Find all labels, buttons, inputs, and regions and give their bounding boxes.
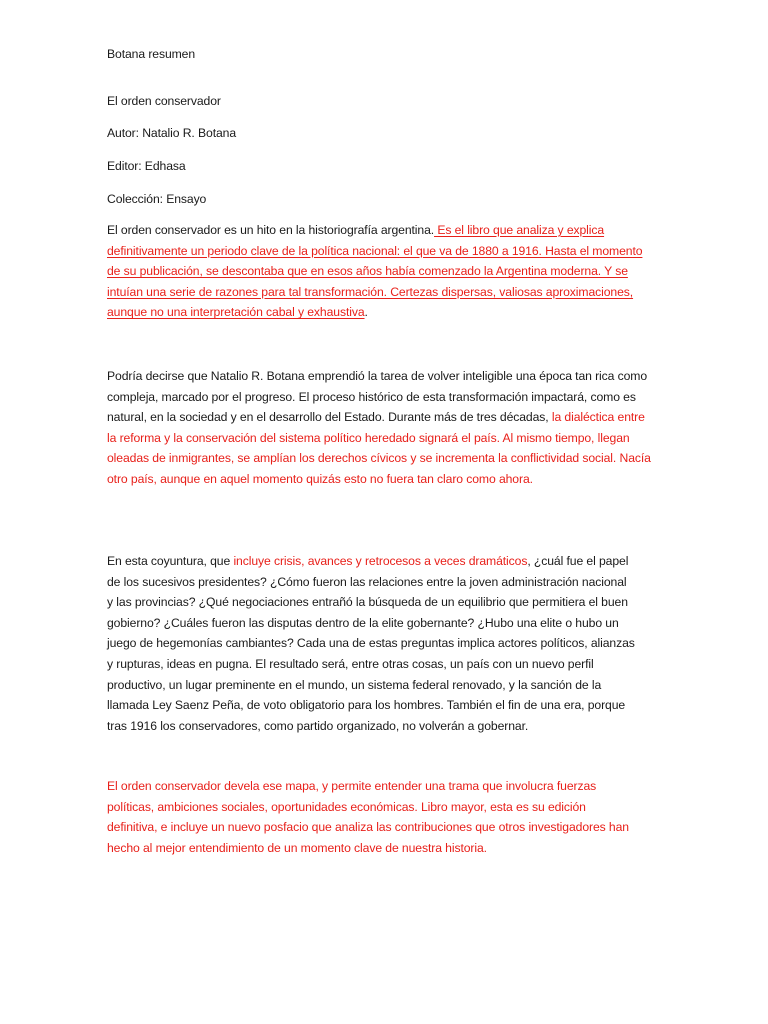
- paragraph-1-end: .: [364, 305, 368, 320]
- paragraph-2-highlight: la dialéctica entre la reforma y la conservación del sistema político heredado signará el país. Al mismo tiempo, llegan oleadas de inmigrantes, se amplían los derechos cívicos y se incrementa la conflictividad social. Nacía otro país, aunque en aquel momento quizás esto no fuera tan claro como ahora.: [107, 410, 651, 486]
- book-title: El orden conservador: [107, 94, 221, 108]
- paragraph-2-intro: Podría decirse que Natalio R. Botana emprendió la tarea de volver inteligible una época tan rica como compleja, marcado por el progreso. El proceso histórico de esta transformación impactará, como es natural, en la sociedad y en el desarrollo del Estado. Durante más de tres décadas,: [107, 369, 648, 425]
- author-line: Autor: Natalio R. Botana: [107, 126, 237, 140]
- paragraph-4: El orden conservador devela ese mapa, y permite entender una trama que involucra fuerzas políticas, ambiciones sociales, oportunidades económicas. Libro mayor, esta es su edición definitiva, e incluye un nuevo posfacio que analiza las contribuciones que otros investigadores han hecho al mejor entendimiento de un momento clave de nuestra historia.: [107, 779, 629, 855]
- paragraph-3: [107, 551, 635, 736]
- editor-line: Editor: Edhasa: [107, 159, 186, 173]
- paragraph-1-intro: El orden conservador es un hito en la historiografía argentina.: [107, 223, 435, 237]
- paragraph-3-intro: En esta coyuntura, que: [107, 554, 234, 568]
- paragraph-3-rest: , ¿cuál fue el papel de los sucesivos presidentes? ¿Cómo fueron las relaciones entre la joven administración nacional y las provincias? ¿Qué negociaciones entrañó la búsqueda de un equilibrio que permitiera el buen gobierno? ¿Cuáles fueron las disputas dentro de la elite gobernante? ¿Hubo una elite o hubo un juego de hegemonías cambiantes? Cada una de estas preguntas implica actores políticos, alianzas y rupturas, ideas en pugna. El resultado será, entre otras cosas, un país con un nuevo perfil productivo, un lugar preminente en el mundo, un sistema federal renovado, y la sanción de la llamada Ley Saenz Peña, de voto obligatorio para los hombres. También el fin de una era, porque tras 1916 los conservadores, como partido organizado, no volverán a gobernar.: [107, 554, 635, 733]
- paragraph-1-highlight: Es el libro que analiza y explica definitivamente un periodo clave de la política nacional: el que va de 1880 a 1916. Hasta el momento de su publicación, se descontaba que en esos años había comenzado la Argentina moderna. Y se intuían una serie de razones para tal transformación. Certezas dispersas, valiosas aproximaciones, aunque no una interpretación cabal y exhaustiva: [107, 223, 643, 320]
- paragraph-2: [107, 366, 655, 490]
- document-title: Botana resumen: [107, 47, 196, 61]
- collection-line: Colección: Ensayo: [107, 192, 207, 206]
- paragraph-3-highlight: incluye crisis, avances y retrocesos a veces dramáticos: [233, 554, 528, 568]
- paragraph-1: [107, 220, 655, 323]
